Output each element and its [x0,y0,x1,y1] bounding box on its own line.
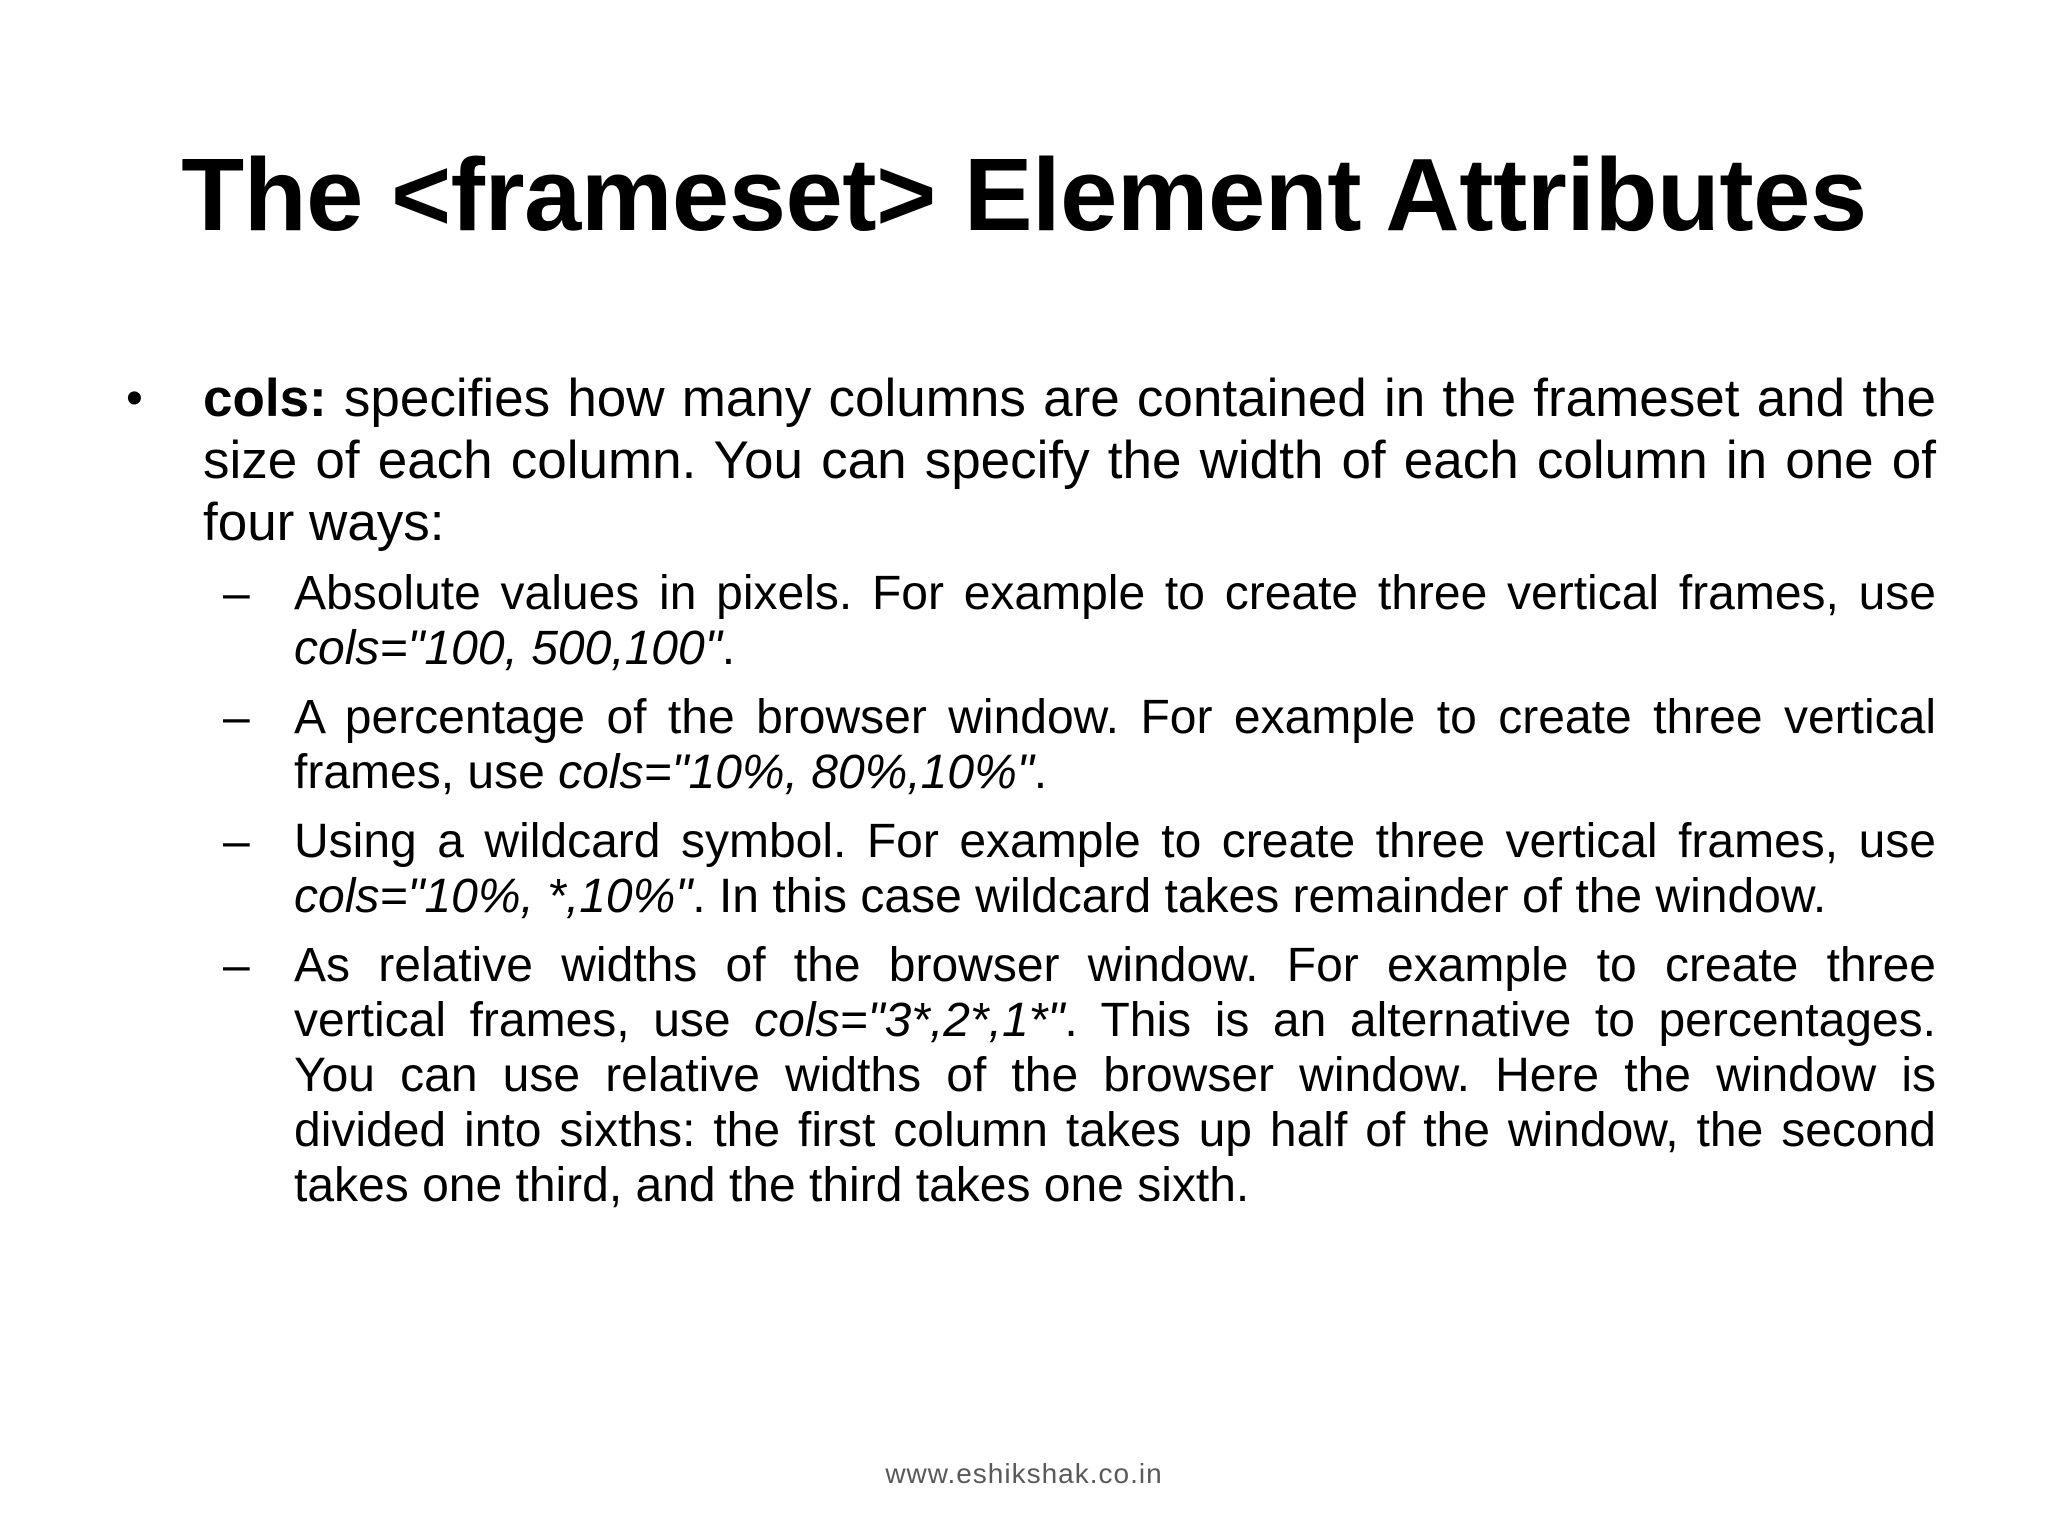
code-example: cols="10%, *,10%" [294,870,693,923]
sub-bullet-wildcard [118,814,1936,924]
slide-content [118,368,1936,1227]
dash-marker: – [223,567,250,620]
sub-bullet-text-end: . [1033,746,1048,799]
sub-bullet-text: Absolute values in pixels. For example to create three vertical frames, use [294,567,1936,620]
code-example: cols="100, 500,100" [294,622,722,675]
bullet-text: specifies how many columns are contained in the frameset and the size of each column. You can specify the width of each column in one of four ways: [203,369,1936,552]
sub-bullet-text-end: . [721,622,736,675]
sub-bullet-absolute [118,566,1936,676]
sub-bullet-text: A percentage of the browser window. For example to create three vertical frames, use [294,691,1936,799]
bullet-term: cols: [203,369,327,428]
bullet-marker: • [126,372,143,425]
dash-marker: – [223,815,250,868]
bullet-cols [118,368,1936,554]
slide-title: The <frameset> Element Attributes [181,137,1867,252]
sub-bullet-list [118,566,1936,1213]
sub-bullet-text: As relative widths of the browser window. For example to create three vertical frames, use [294,939,1936,1047]
dash-marker: – [223,939,250,992]
sub-bullet-percentage [118,690,1936,800]
footer-website: www.eshikshak.co.in [885,1458,1163,1489]
sub-bullet-text-end: . In this case wildcard takes remainder of the window. [692,870,1827,923]
code-example: cols="10%, 80%,10%" [558,746,1034,799]
sub-bullet-text: Using a wildcard symbol. For example to create three vertical frames, use [294,815,1936,868]
sub-bullet-text-end: . This is an alternative to percentages. You can use relative widths of the browser window. Here the window is divided into sixths: the first column takes up half of the window, the second takes one third, and the third takes one sixth. [294,994,1937,1212]
dash-marker: – [223,691,250,744]
sub-bullet-relative [118,938,1936,1213]
code-example: cols="3*,2*,1*" [754,994,1065,1047]
